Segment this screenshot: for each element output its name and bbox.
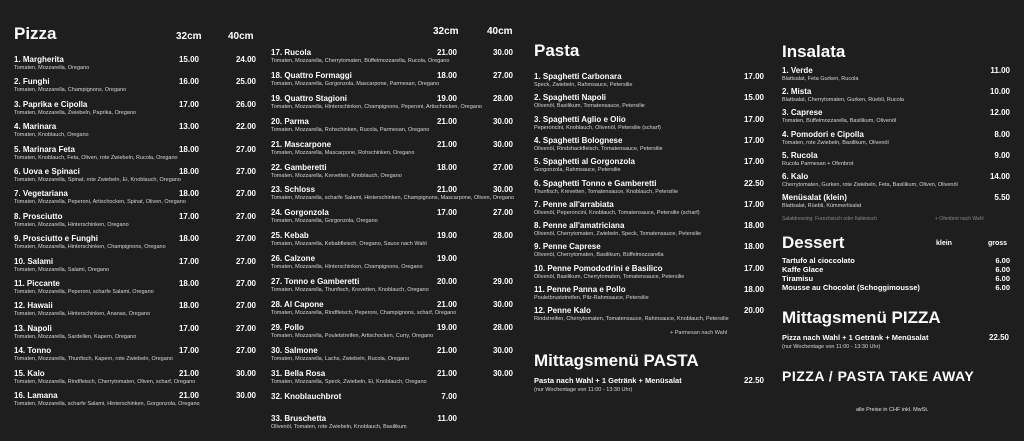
pizza-item-desc: Tomaten, Mozzarella, Champignons, Oregano bbox=[14, 87, 127, 94]
pizza-price-32: 13.00 bbox=[178, 122, 199, 132]
pizza-price-32: 18.00 bbox=[178, 167, 199, 176]
pizza-price-40: 25.00 bbox=[235, 77, 256, 87]
dessert-item-price: 6.00 bbox=[995, 283, 1010, 292]
pizza2-price-32: 18.00 bbox=[436, 162, 457, 172]
dessert-item-name: Mousse au Chocolat (Schoggimousse) bbox=[782, 283, 920, 292]
pizza-item-desc: Tomaten, Mozzarella, Rindfleisch, Cherrytomaten, Oliven, scharf, Oregano bbox=[14, 378, 196, 385]
pizza-item-desc: Tomaten, Mozzarella, Zwiebeln, Paprika, Oregano bbox=[14, 109, 136, 116]
pasta-item-desc: Thunfisch, Krevetten, Tomatensauce, Knoblauch, Petersilie bbox=[534, 188, 678, 195]
pizza-price-32: 21.00 bbox=[178, 391, 199, 400]
pasta-item-price: 18.00 bbox=[743, 285, 764, 294]
pizza2-item-desc: Tomaten, Mozzarella, Kebabfleisch, Oregano, Sauce nach Wahl bbox=[271, 241, 427, 248]
mittag-pasta-line: Pasta nach Wahl + 1 Getränk + Menüsalat bbox=[534, 376, 682, 385]
pizza2-item-name: 33. Bruschetta bbox=[271, 414, 327, 424]
pasta-item-desc: Gorgonzola, Rahmsauce, Petersilie bbox=[534, 167, 621, 174]
insalata-item-desc: Tomaten, Büffelmozzarella, Basilikum, Olivenöl bbox=[782, 118, 897, 125]
pizza2-item-desc: Olivenöl, Tomaten, rote Zwiebeln, Knoblauch, Basilikum bbox=[271, 424, 407, 431]
pasta-item-name: 9. Penne Caprese bbox=[534, 242, 601, 252]
insalata-item-name: 2. Mista bbox=[782, 87, 812, 97]
dessert-item-name: Tartufo al cioccolato bbox=[782, 256, 855, 265]
pizza-item-name: 7. Vegetariana bbox=[14, 189, 68, 199]
pizza2-item-name: 21. Mascarpone bbox=[271, 139, 332, 149]
pizza2-price-32: 21.00 bbox=[436, 185, 457, 195]
pizza-size-32: 32cm bbox=[176, 31, 202, 42]
pizza-item-name: 8. Prosciutto bbox=[14, 211, 63, 221]
pasta-item-name: 1. Spaghetti Carbonara bbox=[534, 72, 622, 81]
pizza2-size-40: 40cm bbox=[487, 26, 513, 37]
pasta-item-desc: Olivenöl, Cherrytomaten, Zwiebeln, Speck, Tomatensauce, Petersilie bbox=[534, 231, 702, 238]
insalata-item-desc: Tomaten, rote Zwiebeln, Basilikum, Olivenöl bbox=[782, 139, 889, 146]
parmesan-note: + Parmesan nach Wahl bbox=[670, 330, 728, 336]
pizza-item-name: 6. Uova e Spinaci bbox=[14, 167, 80, 176]
insalata-item-desc: Blattsalat, Rüebli, Kümmerlisalat bbox=[782, 203, 862, 210]
takeaway-heading: PIZZA / PASTA TAKE AWAY bbox=[782, 368, 975, 384]
mittag-pizza-line: Pizza nach Wahl + 1 Getränk + Menüsalat bbox=[782, 333, 929, 342]
pizza2-price-40: 29.00 bbox=[492, 277, 513, 286]
pasta-item-desc: Rindstreifen, Cherrytomaten, Tomatensauce, Rahmsauce, Knoblauch, Petersilie bbox=[534, 316, 729, 323]
pizza-price-32: 17.00 bbox=[178, 323, 199, 333]
pizza2-item-desc: Tomaten, Mozzarella, Gorgonzola, Mascarpone, Parmesan, Oregano bbox=[271, 80, 440, 87]
pizza-price-40: 27.00 bbox=[235, 211, 256, 221]
dressing-note: Salatdressing: Französisch oder Italienisch bbox=[782, 216, 878, 222]
pizza-item-desc: Tomaten, Mozzarella, Hinterschinken, Champignons, Oregano bbox=[14, 244, 166, 251]
pizza-price-40: 27.00 bbox=[235, 189, 256, 199]
pasta-heading: Pasta bbox=[534, 41, 580, 60]
pizza2-item-name: 20. Parma bbox=[271, 116, 309, 126]
pizza2-item-name: 26. Calzone bbox=[271, 254, 316, 264]
pizza-heading: Pizza bbox=[14, 24, 57, 43]
pasta-item-desc: Peperoncini, Knoblauch, Olivenöl, Petersilie (scharf) bbox=[534, 124, 661, 131]
insalata-item-name: 3. Caprese bbox=[782, 108, 823, 118]
insalata-item-name: Menüsalat (klein) bbox=[782, 193, 847, 203]
pizza2-item-desc: Tomaten, Mozzarella, Lachs, Zwiebeln, Rucola, Oregano bbox=[271, 355, 410, 362]
dessert-size-klein: klein bbox=[936, 240, 952, 247]
pasta-item-desc: Speck, Zwiebeln, Rahmsauce, Petersilie bbox=[534, 82, 633, 88]
pasta-item-name: 8. Penne all'amatriciana bbox=[534, 221, 625, 231]
pizza2-price-40: 30.00 bbox=[492, 185, 513, 195]
pizza-price-40: 24.00 bbox=[235, 55, 256, 64]
dessert-item-price: 6.00 bbox=[995, 265, 1010, 274]
pizza-price-32: 16.00 bbox=[178, 77, 199, 87]
pizza-item-name: 2. Funghi bbox=[14, 77, 50, 87]
pasta-item-price: 15.00 bbox=[743, 93, 764, 103]
pasta-item-price: 22.50 bbox=[743, 178, 764, 188]
pizza-item-desc: Tomaten, Mozzarella, Sardellen, Kapern, Oregano bbox=[14, 333, 137, 340]
pizza-price-40: 30.00 bbox=[235, 391, 256, 400]
insalata-item-price: 8.00 bbox=[994, 129, 1010, 139]
pasta-item-desc: Olivenöl, Rindshackfleisch, Tomatensauce, Petersilie bbox=[534, 145, 663, 152]
pizza-price-32: 17.00 bbox=[178, 99, 199, 109]
pizza2-price-40: 30.00 bbox=[492, 345, 513, 355]
pizza2-item-name: 28. Al Capone bbox=[271, 299, 324, 309]
pizza2-price-40: 30.00 bbox=[492, 139, 513, 149]
pizza-price-40: 27.00 bbox=[235, 234, 256, 244]
pizza2-item-name: 25. Kebab bbox=[271, 231, 309, 241]
pizza2-item-name: 30. Salmone bbox=[271, 345, 318, 355]
pizza-price-40: 26.00 bbox=[235, 99, 256, 109]
pizza2-price-32: 20.00 bbox=[436, 277, 457, 286]
pizza-column bbox=[0, 0, 265, 441]
pizza2-price-32: 21.00 bbox=[436, 299, 457, 309]
insalata-item-price: 10.00 bbox=[989, 87, 1010, 97]
mittag-pasta-sub: (nur Wochentage von 11:00 - 13:30 Uhr) bbox=[534, 387, 633, 393]
pizza2-item-desc: Tomaten, Mozzarella, Hinterschinken, Champignons, Peperoni, Artischocken, Oregano bbox=[271, 103, 482, 110]
pizza-price-40: 27.00 bbox=[235, 323, 256, 333]
pizza-price-40: 30.00 bbox=[235, 368, 256, 378]
pasta-item-desc: Olivenöl, Cherrytomaten, Basilikum, Büffelmozzarella bbox=[534, 252, 664, 259]
pizza-price-40: 27.00 bbox=[235, 256, 256, 266]
pizza2-item-desc: Tomaten, Mozzarella, Thunfisch, Krevetten, Knoblauch, Oregano bbox=[271, 287, 429, 293]
pizza-size-40: 40cm bbox=[228, 31, 254, 42]
pizza-item-desc: Tomaten, Knoblauch, Feta, Oliven, rote Zwiebeln, Rucola, Oregano bbox=[14, 154, 178, 161]
pasta-item-desc: Pouletbruststreifen, Pilz-Rahmsauce, Petersilie bbox=[534, 295, 649, 301]
pizza-item-desc: Tomaten, Mozzarella, scharfe Salami, Hinterschinken, Gorgonzola, Oregano bbox=[14, 401, 200, 407]
pizza2-item-name: 24. Gorgonzola bbox=[271, 208, 329, 218]
insalata-column bbox=[770, 0, 1024, 441]
pizza2-price-40: 30.00 bbox=[492, 116, 513, 126]
pizza-price-32: 17.00 bbox=[178, 346, 199, 356]
pizza2-price-32: 21.00 bbox=[436, 116, 457, 126]
insalata-heading: Insalata bbox=[782, 42, 846, 61]
pizza-price-40: 27.00 bbox=[235, 301, 256, 311]
pizza2-price-40: 27.00 bbox=[492, 70, 513, 80]
pizza-price-32: 18.00 bbox=[178, 144, 199, 154]
pizza2-price-40: 30.00 bbox=[492, 48, 513, 57]
pizza2-price-32: 21.00 bbox=[436, 368, 457, 378]
pasta-item-name: 2. Spaghetti Napoli bbox=[534, 93, 607, 103]
pizza2-price-32: 19.00 bbox=[436, 322, 457, 332]
pizza2-item-name: 18. Quattro Formaggi bbox=[271, 70, 352, 80]
pizza-item-name: 12. Hawaii bbox=[14, 301, 53, 311]
insalata-item-desc: Rucola Parmesan + Ofenbrot bbox=[782, 160, 854, 167]
insalata-item-desc: Cherrytomaten, Gurken, rote Zwiebeln, Feta, Basilikum, Oliven, Olivenöl bbox=[782, 182, 958, 188]
pizza-price-32: 18.00 bbox=[178, 189, 199, 199]
pasta-column bbox=[520, 0, 770, 441]
pizza2-item-name: 17. Rucola bbox=[271, 48, 312, 57]
pizza2-price-32: 17.00 bbox=[436, 208, 457, 218]
pizza2-item-name: 19. Quattro Stagioni bbox=[271, 93, 348, 103]
pizza-price-32: 21.00 bbox=[178, 368, 199, 378]
pizza2-item-desc: Tomaten, Mozzarella, Speck, Zwiebeln, Ei, Knoblauch, Oregano bbox=[271, 378, 427, 385]
pasta-item-name: 5. Spaghetti al Gorgonzola bbox=[534, 157, 635, 167]
pasta-item-desc: Olivenöl, Peperoncini, Knoblauch, Tomatensauce, Petersilie (scharf) bbox=[534, 209, 700, 216]
pizza2-price-40: 30.00 bbox=[492, 368, 513, 378]
pizza-price-32: 18.00 bbox=[178, 301, 199, 311]
pasta-item-price: 18.00 bbox=[743, 221, 764, 231]
pasta-item-price: 17.00 bbox=[743, 263, 764, 273]
mittag-pizza-heading: Mittagsmenü PIZZA bbox=[782, 308, 941, 327]
pasta-item-price: 17.00 bbox=[743, 199, 764, 209]
pizza-price-40: 27.00 bbox=[235, 346, 256, 356]
pizza2-price-32: 21.00 bbox=[436, 139, 457, 149]
dessert-item-name: Kaffe Glace bbox=[782, 265, 824, 274]
mittag-pizza-sub: (nur Wochentage von 11:00 - 13:30 Uhr) bbox=[782, 344, 881, 350]
pizza2-item-desc: Tomaten, Mozzarella, scharfe Salami, Hinterschinken, Champignons, Mascarpone, Oliven, Oregano bbox=[271, 195, 515, 202]
pizza2-item-desc: Tomaten, Mozzarella, Rohschinken, Rucola, Parmesan, Oregano bbox=[271, 126, 430, 133]
pasta-item-name: 11. Penne Panna e Pollo bbox=[534, 285, 626, 294]
insalata-item-name: 6. Kalo bbox=[782, 172, 809, 181]
pizza-item-name: 9. Prosciutto e Funghi bbox=[14, 234, 99, 244]
pizza-item-desc: Tomaten, Mozzarella, Peperoni, Artischocken, Spinat, Oliven, Oregano bbox=[14, 199, 186, 206]
pizza2-item-desc: Tomaten, Mozzarella, Rindfleisch, Peperoni, Champignons, scharf, Oregano bbox=[271, 309, 457, 316]
pizza2-price-32: 18.00 bbox=[436, 70, 457, 80]
pizza2-price-40: 30.00 bbox=[492, 299, 513, 309]
ofenbrot-note: + Ofenbrot nach Wahl bbox=[935, 216, 984, 222]
price-note: alle Preise in CHF inkl. MwSt. bbox=[856, 407, 929, 413]
pizza2-price-40: 28.00 bbox=[492, 322, 513, 332]
pasta-item-price: 18.00 bbox=[743, 242, 764, 252]
pizza-price-40: 27.00 bbox=[235, 279, 256, 288]
pizza2-price-40: 27.00 bbox=[492, 162, 513, 172]
dessert-item-name: Tiramisu bbox=[782, 274, 814, 283]
pizza-item-name: 3. Paprika e Cipolla bbox=[14, 99, 88, 109]
pizza2-price-40: 28.00 bbox=[492, 93, 513, 103]
pizza-item-name: 16. Lamana bbox=[14, 391, 58, 400]
pizza-price-32: 17.00 bbox=[178, 211, 199, 221]
pizza2-item-name: 31. Bella Rosa bbox=[271, 368, 326, 378]
pasta-item-name: 7. Penne all'arrabiata bbox=[534, 199, 614, 209]
pizza2-item-name: 27. Tonno e Gamberetti bbox=[271, 277, 360, 286]
pizza-item-name: 1. Margherita bbox=[14, 55, 64, 64]
pizza-price-40: 27.00 bbox=[235, 144, 256, 154]
pizza2-price-32: 21.00 bbox=[436, 48, 457, 57]
pasta-item-desc: Olivenöl, Basilikum, Cherrytomaten, Tomatensauce, Petersilie bbox=[534, 273, 685, 280]
insalata-item-price: 5.50 bbox=[994, 193, 1010, 203]
pizza-price-40: 22.00 bbox=[235, 122, 256, 132]
pizza2-item-desc: Tomaten, Mozzarella, Cherrytomaten, Büffelmozzarella, Rucola, Oregano bbox=[271, 58, 450, 64]
pasta-item-desc: Olivenöl, Basilikum, Tomatensauce, Petersilie bbox=[534, 103, 645, 110]
pizza-item-desc: Tomaten, Knoblauch, Oregano bbox=[14, 132, 89, 139]
pizza-item-name: 11. Piccante bbox=[14, 279, 60, 288]
pizza-price-32: 18.00 bbox=[178, 279, 199, 288]
pasta-item-name: 3. Spaghetti Aglio e Olio bbox=[534, 114, 626, 124]
pizza-item-desc: Tomaten, Mozzarella, Hinterschinken, Ananas, Oregano bbox=[14, 311, 151, 318]
pizza2-item-name: 23. Schloss bbox=[271, 185, 316, 195]
pizza-item-name: 10. Salami bbox=[14, 256, 54, 266]
mittag-pasta-price: 22.50 bbox=[743, 376, 764, 385]
pizza2-price-40: 27.00 bbox=[492, 208, 513, 218]
pizza2-price-40: 28.00 bbox=[492, 231, 513, 241]
pizza-item-name: 15. Kalo bbox=[14, 368, 45, 378]
pizza-price-40: 27.00 bbox=[235, 167, 256, 176]
pizza-item-desc: Tomaten, Mozzarella, Spinat, rote Zwiebeln, Ei, Knoblauch, Oregano bbox=[14, 177, 181, 183]
pasta-item-name: 10. Penne Pomododrini e Basilico bbox=[534, 263, 663, 273]
pizza2-item-name: 32. Knoblauchbrot bbox=[271, 391, 342, 401]
insalata-item-desc: Blattsalat, Feta Gurken, Rucola bbox=[782, 76, 859, 82]
pasta-item-price: 17.00 bbox=[743, 135, 764, 145]
pizza-price-32: 17.00 bbox=[178, 256, 199, 266]
pizza2-price-32: 11.00 bbox=[437, 414, 457, 424]
pasta-item-price: 20.00 bbox=[743, 306, 764, 316]
insalata-item-name: 5. Rucola bbox=[782, 150, 818, 160]
pizza2-price-32: 19.00 bbox=[436, 254, 457, 264]
insalata-item-price: 14.00 bbox=[989, 172, 1010, 181]
pizza-price-32: 15.00 bbox=[178, 55, 199, 64]
dessert-item-price: 6.00 bbox=[995, 274, 1010, 283]
mittag-pizza-price: 22.50 bbox=[988, 333, 1009, 342]
pizza-item-name: 4. Marinara bbox=[14, 122, 57, 132]
insalata-item-name: 1. Verde bbox=[782, 66, 813, 75]
pizza-item-desc: Tomaten, Mozzarella, Thunfisch, Kapern, rote Zwiebeln, Oregano bbox=[14, 356, 173, 363]
pasta-item-name: 6. Spaghetti Tonno e Gamberetti bbox=[534, 178, 657, 188]
insalata-item-name: 4. Pomodori e Cipolla bbox=[782, 129, 864, 139]
pasta-item-price: 17.00 bbox=[743, 72, 764, 81]
pizza-item-name: 13. Napoli bbox=[14, 323, 52, 333]
pizza2-price-32: 7.00 bbox=[441, 391, 457, 401]
pizza2-size-32: 32cm bbox=[433, 26, 459, 37]
pizza2-item-desc: Tomaten, Mozzarella, Hinterschinken, Champignons, Oregano bbox=[271, 264, 423, 271]
pizza-price-32: 18.00 bbox=[178, 234, 199, 244]
pizza-item-desc: Tomaten, Mozzarella, Peperoni, scharfe Salami, Oregano bbox=[14, 289, 154, 295]
pizza-item-name: 14. Tonno bbox=[14, 346, 52, 356]
pizza-item-name: 5. Marinara Feta bbox=[14, 144, 75, 154]
pizza2-item-desc: Tomaten, Mozzarella, Gorgonzola, Oregano bbox=[271, 218, 378, 225]
pizza2-item-desc: Tomaten, Mozzarella, Pouletstreifen, Artischocken, Curry, Oregano bbox=[271, 332, 434, 339]
pizza2-price-32: 19.00 bbox=[436, 93, 457, 103]
pizza-item-desc: Tomaten, Mozzarella, Salami, Oregano bbox=[14, 266, 110, 273]
insalata-item-price: 11.00 bbox=[990, 66, 1010, 75]
pizza-item-desc: Tomaten, Mozzarella, Oregano bbox=[14, 65, 90, 71]
insalata-item-desc: Blattsalat, Cherrytomaten, Gurken, Rüebli, Rucola bbox=[782, 97, 904, 104]
pasta-item-price: 17.00 bbox=[743, 157, 764, 167]
pizza2-item-name: 22. Gamberetti bbox=[271, 162, 327, 172]
dessert-item-price: 6.00 bbox=[995, 256, 1010, 265]
mittag-pasta-heading: Mittagsmenü PASTA bbox=[534, 351, 699, 370]
pasta-item-name: 4. Spaghetti Bolognese bbox=[534, 135, 623, 145]
insalata-item-price: 12.00 bbox=[989, 108, 1010, 118]
pizza2-item-desc: Tomaten, Mozzarella, Mascarpone, Rohschinken, Oregano bbox=[271, 149, 415, 156]
pizza-item-desc: Tomaten, Mozzarella, Hinterschinken, Oregano bbox=[14, 221, 129, 228]
pizza2-price-32: 19.00 bbox=[436, 231, 457, 241]
pizza2-item-name: 29. Pollo bbox=[271, 322, 304, 332]
pizza2-item-desc: Tomaten, Mozzarella, Krevetten, Knoblauch, Oregano bbox=[271, 172, 402, 179]
dessert-size-gross: gross bbox=[988, 240, 1008, 247]
pizza-continued-column bbox=[265, 0, 520, 441]
pasta-item-name: 12. Penne Kalo bbox=[534, 306, 591, 316]
dessert-heading: Dessert bbox=[782, 233, 845, 252]
insalata-item-price: 9.00 bbox=[994, 150, 1010, 160]
pizza2-price-32: 21.00 bbox=[436, 345, 457, 355]
pasta-item-price: 17.00 bbox=[743, 114, 764, 124]
